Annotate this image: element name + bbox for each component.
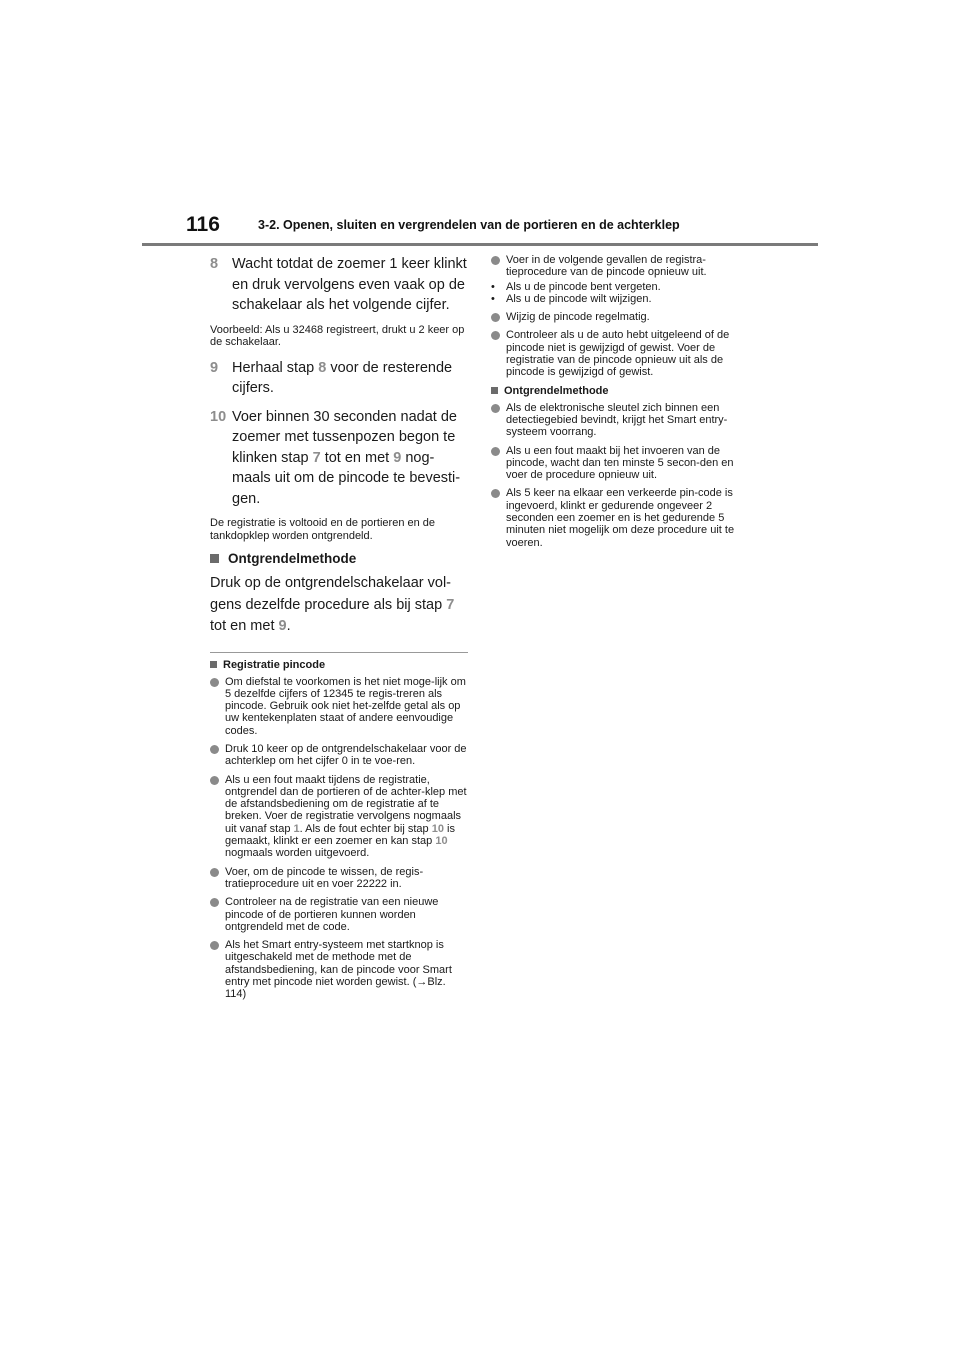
step-reference: 9 [278, 618, 287, 634]
step-reference: 7 [312, 449, 321, 466]
step-9 [210, 358, 468, 399]
list-item: Wijzig de pincode regelmatig. [491, 311, 756, 323]
sub-list-item: • Als u de pincode bent vergeten. [491, 280, 661, 293]
completion-note: De registratie is voltooid en de portieren en de tankdopklep worden ontgrendeld. [210, 517, 436, 542]
circle-bullet-icon [210, 898, 219, 907]
circle-bullet-icon [491, 489, 500, 498]
circle-bullet-icon [491, 404, 500, 413]
sub-list-item: • Als u de pincode wilt wijzigen. [491, 292, 652, 305]
circle-bullet-icon [210, 745, 219, 754]
page-reference-link[interactable]: Blz. 114) [225, 976, 446, 1001]
step-reference: 8 [318, 359, 327, 376]
circle-bullet-icon [491, 256, 500, 265]
circle-bullet-icon [210, 868, 219, 877]
step-text: Wacht totdat de zoemer 1 keer klinkt en druk vervolgens even vaak op de schakelaar als het volgende cijfer. [232, 256, 467, 313]
list-item: Controleer als u de auto hebt uitgeleend of de pincode niet is gewijzigd of gewist. Voer de registratie van de pincode opnieuw uit als de pincode is gewijzigd of gewist. [491, 329, 756, 378]
page-number: 116 [186, 213, 220, 236]
step-number: 8 [210, 256, 219, 272]
square-bullet-icon [491, 387, 498, 394]
list-item: Controleer na de registratie van een nieuwe pincode of de portieren kunnen worden ontgrendeld met de code. [210, 896, 468, 933]
list-item: Als 5 keer na elkaar een verkeerde pin-code is ingevoerd, klinkt er gedurende ongeveer 2 seconden een zoemer en is het gedurende 5 minuten niet mogelijk om deze procedure uit te voeren. [491, 487, 756, 548]
square-bullet-icon [210, 661, 217, 668]
step-reference: 1 [293, 822, 300, 835]
unlock-method-heading: Ontgrendelmethode [491, 385, 756, 397]
list-item: Als het Smart entry-systeem met startknop is uitgeschakeld met de methode met de afstandsbediening, kan de pincode voor Smart entry met pincode niet worden gewist. (→Blz. 114) [210, 939, 468, 1000]
step-reference: 9 [393, 449, 402, 466]
circle-bullet-icon [491, 447, 500, 456]
step-text: Herhaal stap 8 voor de resterende cijfers. [232, 359, 453, 396]
left-column [210, 254, 468, 1007]
square-bullet-icon [210, 554, 219, 563]
step-number: 9 [210, 359, 219, 376]
circle-bullet-icon [210, 941, 219, 950]
sub-list [491, 281, 756, 306]
registration-heading: Registratie pincode [210, 659, 468, 671]
unlock-method-text: Druk op de ontgrendelschakelaar vol-gens dezelfde procedure als bij stap 7 tot en met 9. [210, 575, 455, 634]
step-reference: 7 [446, 596, 455, 613]
example-note: Voorbeeld: Als u 32468 registreert, drukt u 2 keer op de schakelaar. [210, 323, 465, 348]
circle-bullet-icon [210, 776, 219, 785]
list-item: Om diefstal te voorkomen is het niet moge-lijk om 5 dezelfde cijfers of 12345 te regis-treren als pincode. Gebruik ook niet het-zelfde getal als op uw kentekenplaten staat of andere eenvoudige codes. [210, 676, 468, 737]
circle-bullet-icon [491, 313, 500, 322]
list-item: Als u een fout maakt tijdens de registratie, ontgrendel dan de portieren of de achter-klep met de afstandsbediening om de registratie af te breken. Voer de registratie vervolgens nogmaals uit vanaf stap 1. Als de fout echter bij stap 10 is gemaakt, klinkt er een zoemer en kan stap 10 nogmaals worden uitgevoerd. [210, 774, 468, 860]
list-item: Voer in de volgende gevallen de registra-tieprocedure van de pincode opnieuw uit. [491, 254, 756, 279]
step-8 [210, 254, 468, 316]
step-number: 10 [210, 408, 227, 425]
right-column [491, 254, 756, 555]
step-reference: 10 [435, 835, 448, 848]
section-title: 3-2. Openen, sluiten en vergrendelen van de portieren en de achterklep [258, 218, 680, 232]
unlock-method-heading: Ontgrendelmethode [210, 551, 468, 566]
dot-bullet-icon: • [491, 292, 495, 305]
circle-bullet-icon [210, 678, 219, 687]
header-divider [142, 243, 818, 246]
list-item: Als u een fout maakt bij het invoeren van de pincode, wacht dan ten minste 5 secon-den en voer de procedure opnieuw uit. [491, 445, 756, 482]
section-divider [210, 652, 468, 653]
circle-bullet-icon [491, 331, 500, 340]
step-10 [210, 407, 468, 510]
list-item: Voer, om de pincode te wissen, de regis-tratieprocedure uit en voer 22222 in. [210, 866, 468, 891]
list-item: Als de elektronische sleutel zich binnen een detectiegebied bevindt, krijgt het Smart entry-systeem voorrang. [491, 402, 756, 439]
step-text: Voer binnen 30 seconden nadat de zoemer met tussenpozen begon te klinken stap 7 tot en met 9 nog-maals uit om de pincode te bevesti-gen. [232, 408, 461, 507]
arrow-right-icon: → [416, 976, 428, 989]
list-item: Druk 10 keer op de ontgrendelschakelaar voor de achterklep om het cijfer 0 in te voe-ren. [210, 743, 468, 768]
dot-bullet-icon: • [491, 280, 495, 293]
step-reference: 10 [431, 822, 444, 835]
